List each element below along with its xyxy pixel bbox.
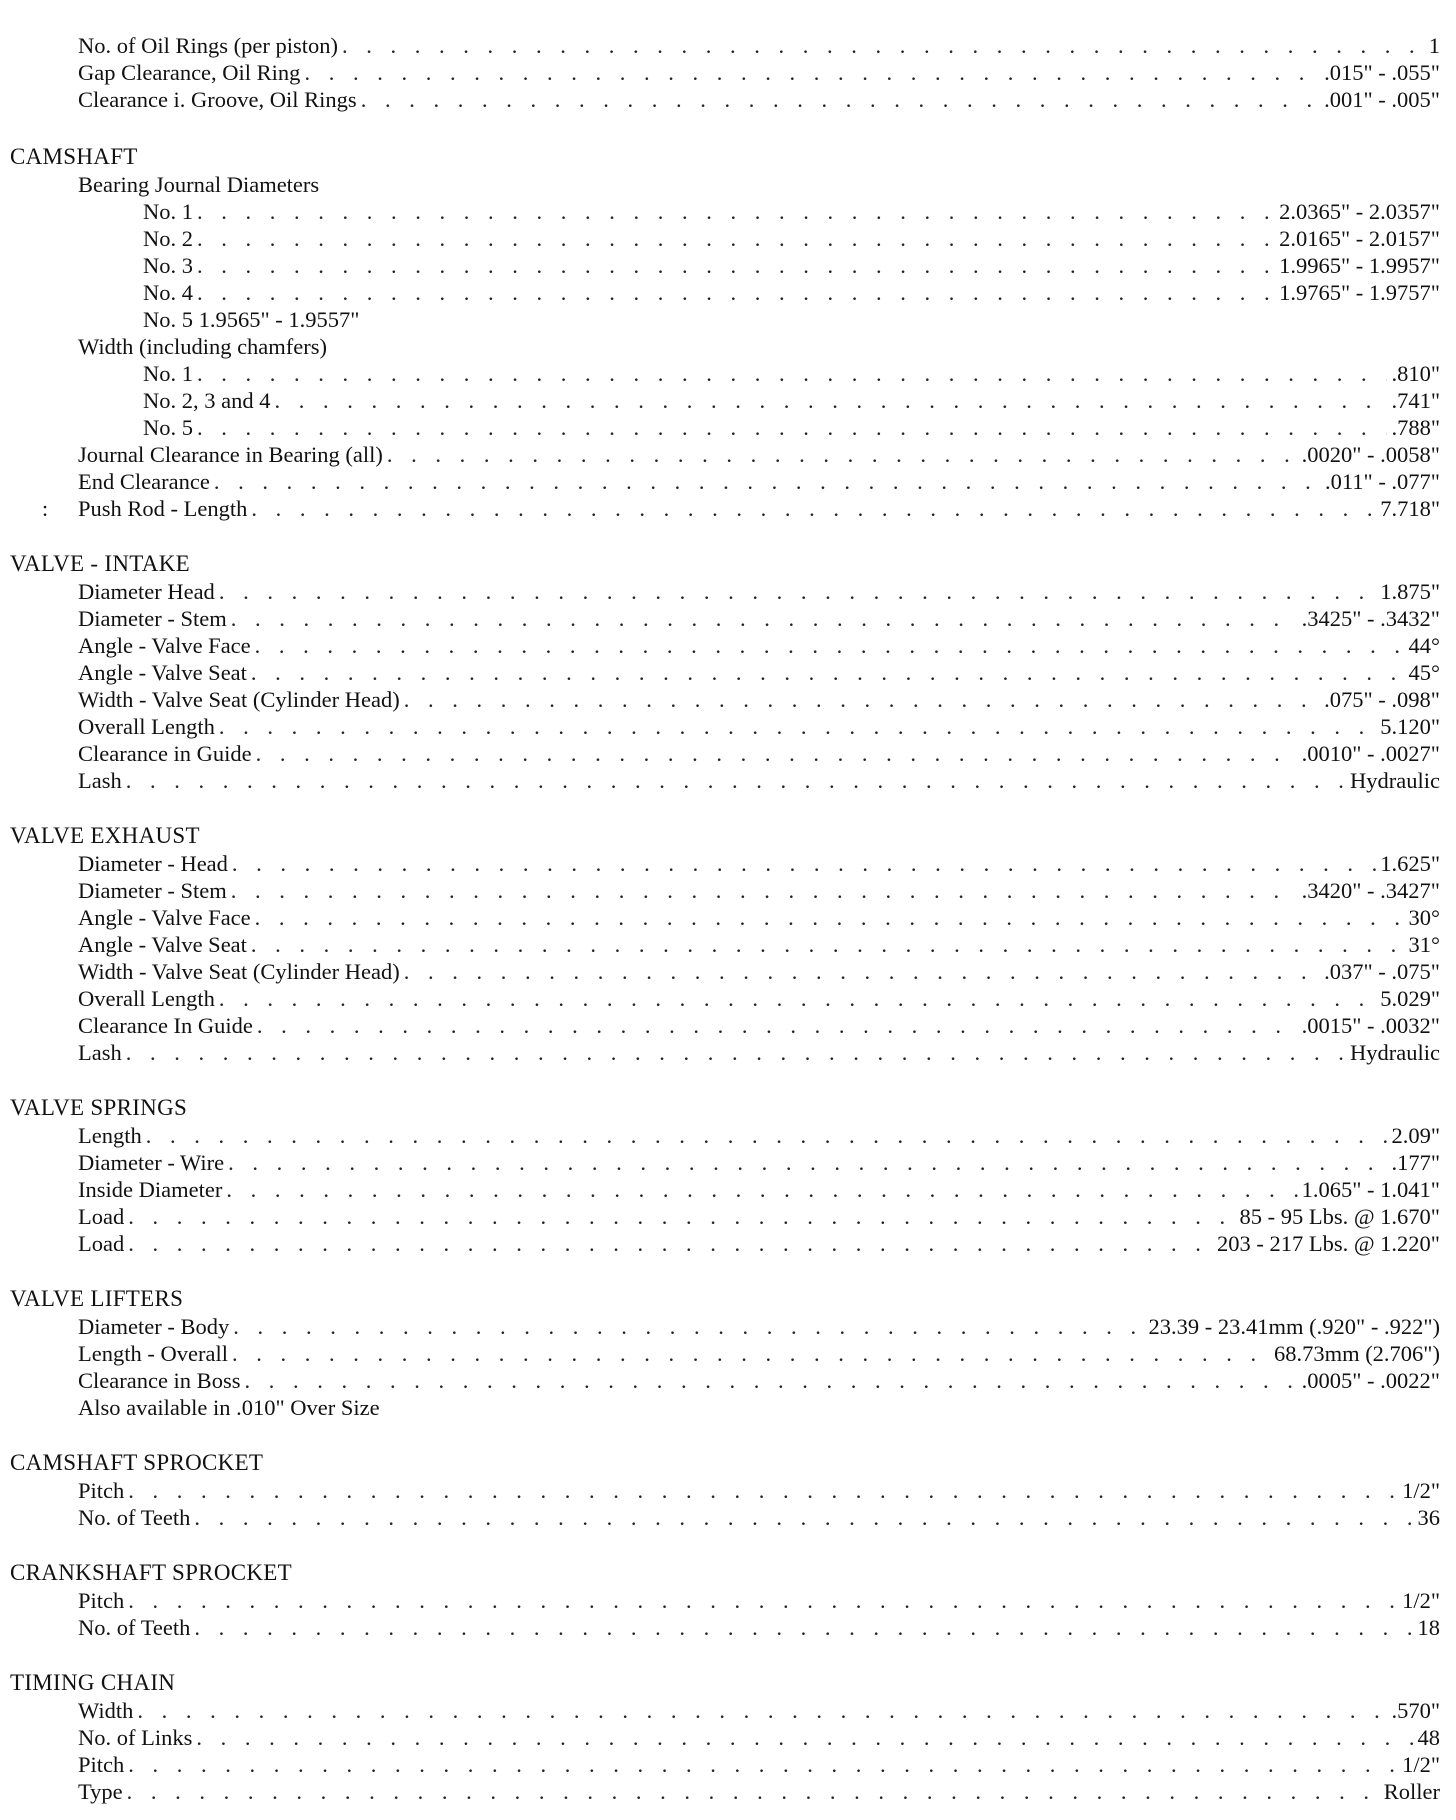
spec-value: 68.73mm (2.706")	[1273, 1341, 1440, 1366]
spec-label: Overall Length	[78, 986, 215, 1011]
spec-label: Angle - Valve Seat	[78, 660, 247, 685]
spec-label: No. 1	[143, 361, 193, 386]
journal-no5-text: No. 5 1.9565" - 1.9557"	[143, 307, 360, 332]
oversize-note: Also available in .010" Over Size	[78, 1395, 380, 1420]
dot-leader	[361, 86, 1320, 113]
margin-mark: :	[42, 496, 49, 521]
dot-leader	[197, 225, 1275, 252]
spec-label: Overall Length	[78, 714, 215, 739]
spec-value: 5.120"	[1380, 714, 1440, 739]
spec-row	[0, 1012, 1456, 1039]
spec-value: .570"	[1391, 1698, 1440, 1723]
spec-row	[0, 605, 1456, 632]
spec-value: .3420" - .3427"	[1301, 878, 1440, 903]
spec-row	[0, 850, 1456, 877]
spec-row	[0, 468, 1456, 495]
dot-leader	[128, 1203, 1235, 1230]
spec-label: No. 4	[143, 280, 193, 305]
section-heading-timing-chain: TIMING CHAIN	[10, 1670, 176, 1695]
spec-label: Diameter - Stem	[78, 878, 227, 903]
spec-label: Lash	[78, 1040, 122, 1065]
spec-value: .0010" - .0027"	[1301, 741, 1440, 766]
spec-label: Clearance In Guide	[78, 1013, 253, 1038]
spec-row	[0, 767, 1456, 794]
spec-value: 2.0365" - 2.0357"	[1279, 199, 1440, 224]
spec-value: Roller	[1383, 1779, 1440, 1804]
dot-leader	[126, 767, 1346, 794]
spec-value: .0005" - .0022"	[1301, 1368, 1440, 1393]
spec-value: Hydraulic	[1350, 768, 1440, 793]
spec-label: Length - Overall	[78, 1341, 228, 1366]
spec-value: 1.875"	[1380, 579, 1440, 604]
dot-leader	[387, 441, 1298, 468]
spec-label: Angle - Valve Seat	[78, 932, 247, 957]
dot-leader	[232, 1340, 1270, 1367]
spec-row	[0, 59, 1456, 86]
spec-value: .788"	[1391, 415, 1440, 440]
spec-row	[0, 1203, 1456, 1230]
subheading-width: Width (including chamfers)	[78, 334, 328, 359]
dot-leader	[128, 1230, 1213, 1257]
spec-page	[0, 32, 1456, 1805]
dot-leader	[404, 686, 1320, 713]
spec-value: 18	[1417, 1615, 1440, 1640]
spec-value: 30°	[1408, 905, 1440, 930]
dot-leader	[128, 1587, 1398, 1614]
spec-value: .0015" - .0032"	[1301, 1013, 1440, 1038]
spec-label: Push Rod - Length	[78, 496, 248, 521]
spec-value: .037" - .075"	[1324, 959, 1440, 984]
spec-row	[0, 495, 1456, 522]
spec-row	[0, 1340, 1456, 1367]
dot-leader	[244, 1367, 1297, 1394]
spec-row	[0, 632, 1456, 659]
spec-label: Diameter - Head	[78, 851, 228, 876]
spec-row	[0, 1176, 1456, 1203]
spec-label: Gap Clearance, Oil Ring	[78, 60, 301, 85]
spec-label: End Clearance	[78, 469, 210, 494]
spec-value: 1/2"	[1402, 1588, 1440, 1613]
dot-leader	[146, 1122, 1388, 1149]
spec-value: .0020" - .0058"	[1301, 442, 1440, 467]
spec-row	[0, 1367, 1456, 1394]
spec-row	[0, 1039, 1456, 1066]
dot-leader	[255, 632, 1405, 659]
dot-leader	[275, 387, 1388, 414]
dot-leader	[219, 578, 1376, 605]
dot-leader	[197, 252, 1275, 279]
spec-value: 23.39 - 23.41mm (.920" - .922")	[1148, 1314, 1440, 1339]
dot-leader	[231, 877, 1298, 904]
spec-row	[0, 1614, 1456, 1641]
dot-leader	[196, 1724, 1413, 1751]
dot-leader	[233, 1313, 1144, 1340]
dot-leader	[127, 1778, 1380, 1805]
spec-value: 48	[1417, 1725, 1440, 1750]
spec-value: 1.9765" - 1.9757"	[1279, 280, 1440, 305]
spec-label: Angle - Valve Face	[78, 905, 251, 930]
spec-label: Journal Clearance in Bearing (all)	[78, 442, 383, 467]
dot-leader	[194, 1614, 1413, 1641]
dot-leader	[197, 414, 1387, 441]
spec-value: .011" - .077"	[1324, 469, 1440, 494]
spec-value: 1.625"	[1380, 851, 1440, 876]
spec-value: 203 - 217 Lbs. @ 1.220"	[1216, 1231, 1440, 1256]
spec-value: .177"	[1391, 1150, 1440, 1175]
dot-leader	[219, 985, 1376, 1012]
spec-label: Clearance in Boss	[78, 1368, 241, 1393]
spec-value: 31°	[1408, 932, 1440, 957]
spec-value: .3425" - .3432"	[1301, 606, 1440, 631]
spec-label: Diameter - Wire	[78, 1150, 225, 1175]
spec-value: .075" - .098"	[1324, 687, 1440, 712]
spec-value: 5.029"	[1380, 986, 1440, 1011]
dot-leader	[194, 1504, 1413, 1531]
dot-leader	[304, 59, 1320, 86]
spec-value: 2.09"	[1391, 1123, 1440, 1148]
spec-label: Diameter - Body	[78, 1314, 230, 1339]
dot-leader	[219, 713, 1376, 740]
spec-label: No. of Teeth	[78, 1505, 191, 1530]
spec-row	[0, 1313, 1456, 1340]
spec-label: Width	[78, 1698, 134, 1723]
spec-label: Pitch	[78, 1478, 125, 1503]
dot-leader	[231, 605, 1298, 632]
section-heading-camshaft-sprocket: CAMSHAFT SPROCKET	[10, 1450, 264, 1475]
spec-row	[0, 387, 1456, 414]
spec-label: Width - Valve Seat (Cylinder Head)	[78, 687, 400, 712]
spec-label: No. 2	[143, 226, 193, 251]
dot-leader	[251, 931, 1405, 958]
spec-row	[0, 713, 1456, 740]
spec-row	[0, 1149, 1456, 1176]
dot-leader	[128, 1477, 1398, 1504]
spec-label: Load	[78, 1204, 125, 1229]
spec-row	[0, 279, 1456, 306]
spec-value: 44°	[1408, 633, 1440, 658]
spec-label: Pitch	[78, 1588, 125, 1613]
spec-row	[0, 578, 1456, 605]
dot-leader	[256, 740, 1298, 767]
dot-leader	[255, 904, 1405, 931]
spec-row	[0, 441, 1456, 468]
subheading-journal-diameters: Bearing Journal Diameters	[78, 172, 320, 197]
dot-leader	[257, 1012, 1298, 1039]
spec-value: 7.718"	[1380, 496, 1440, 521]
spec-value: 2.0165" - 2.0157"	[1279, 226, 1440, 251]
spec-row	[0, 877, 1456, 904]
spec-row	[0, 1477, 1456, 1504]
spec-label: No. of Links	[78, 1725, 193, 1750]
spec-label: Pitch	[78, 1752, 125, 1777]
spec-value: 45°	[1408, 660, 1440, 685]
spec-value: .001" - .005"	[1324, 87, 1440, 112]
dot-leader	[197, 360, 1387, 387]
spec-row	[0, 958, 1456, 985]
spec-row	[0, 1724, 1456, 1751]
dot-leader	[404, 958, 1320, 985]
spec-row	[0, 225, 1456, 252]
dot-leader	[251, 659, 1405, 686]
spec-label: Load	[78, 1231, 125, 1256]
spec-value: 1.9965" - 1.9957"	[1279, 253, 1440, 278]
spec-row	[0, 86, 1456, 113]
spec-row	[0, 686, 1456, 713]
dot-leader	[228, 1149, 1387, 1176]
spec-label: Length	[78, 1123, 142, 1148]
spec-value: .015" - .055"	[1324, 60, 1440, 85]
spec-value: .810"	[1391, 361, 1440, 386]
spec-label: Angle - Valve Face	[78, 633, 251, 658]
spec-row	[0, 1778, 1456, 1805]
spec-label: Diameter Head	[78, 579, 215, 604]
spec-value: 1	[1428, 33, 1440, 58]
dot-leader	[226, 1176, 1297, 1203]
spec-row	[0, 32, 1456, 59]
dot-leader	[342, 32, 1425, 59]
spec-value: 1/2"	[1402, 1752, 1440, 1777]
spec-value: 36	[1417, 1505, 1440, 1530]
section-heading-valve-exhaust: VALVE EXHAUST	[10, 823, 200, 848]
spec-label: Inside Diameter	[78, 1177, 223, 1202]
dot-leader	[126, 1039, 1346, 1066]
section-heading-camshaft: CAMSHAFT	[10, 144, 138, 169]
section-heading-valve-intake: VALVE - INTAKE	[10, 551, 190, 576]
spec-label: No. 3	[143, 253, 193, 278]
section-heading-valve-springs: VALVE SPRINGS	[10, 1095, 188, 1120]
spec-value: .741"	[1391, 388, 1440, 413]
dot-leader	[128, 1751, 1398, 1778]
dot-leader	[232, 850, 1376, 877]
dot-leader	[251, 495, 1376, 522]
spec-label: Diameter - Stem	[78, 606, 227, 631]
spec-label: Clearance in Guide	[78, 741, 252, 766]
spec-row	[0, 1504, 1456, 1531]
spec-label: No. of Teeth	[78, 1615, 191, 1640]
spec-row	[0, 931, 1456, 958]
dot-leader	[197, 279, 1275, 306]
spec-row	[0, 360, 1456, 387]
spec-label: Lash	[78, 768, 122, 793]
spec-row	[0, 1230, 1456, 1257]
spec-row	[0, 740, 1456, 767]
spec-row	[0, 904, 1456, 931]
spec-label: No. 1	[143, 199, 193, 224]
spec-row	[0, 414, 1456, 441]
spec-value: 1.065" - 1.041"	[1301, 1177, 1440, 1202]
dot-leader	[214, 468, 1321, 495]
section-heading-valve-lifters: VALVE LIFTERS	[10, 1286, 184, 1311]
dot-leader	[197, 198, 1275, 225]
dot-leader	[137, 1697, 1387, 1724]
spec-row	[0, 659, 1456, 686]
spec-label: Width - Valve Seat (Cylinder Head)	[78, 959, 400, 984]
spec-row	[0, 1751, 1456, 1778]
spec-label: Type	[78, 1779, 123, 1804]
spec-value: 85 - 95 Lbs. @ 1.670"	[1239, 1204, 1440, 1229]
spec-row	[0, 985, 1456, 1012]
spec-value: 1/2"	[1402, 1478, 1440, 1503]
spec-row	[0, 1697, 1456, 1724]
spec-row	[0, 252, 1456, 279]
spec-label: Clearance i. Groove, Oil Rings	[78, 87, 357, 112]
spec-label: No. 2, 3 and 4	[143, 388, 271, 413]
spec-label: No. of Oil Rings (per piston)	[78, 33, 338, 58]
spec-value: Hydraulic	[1350, 1040, 1440, 1065]
spec-row	[0, 1587, 1456, 1614]
spec-row	[0, 198, 1456, 225]
spec-label: No. 5	[143, 415, 193, 440]
spec-row	[0, 1122, 1456, 1149]
section-heading-crankshaft-sprocket: CRANKSHAFT SPROCKET	[10, 1560, 292, 1585]
